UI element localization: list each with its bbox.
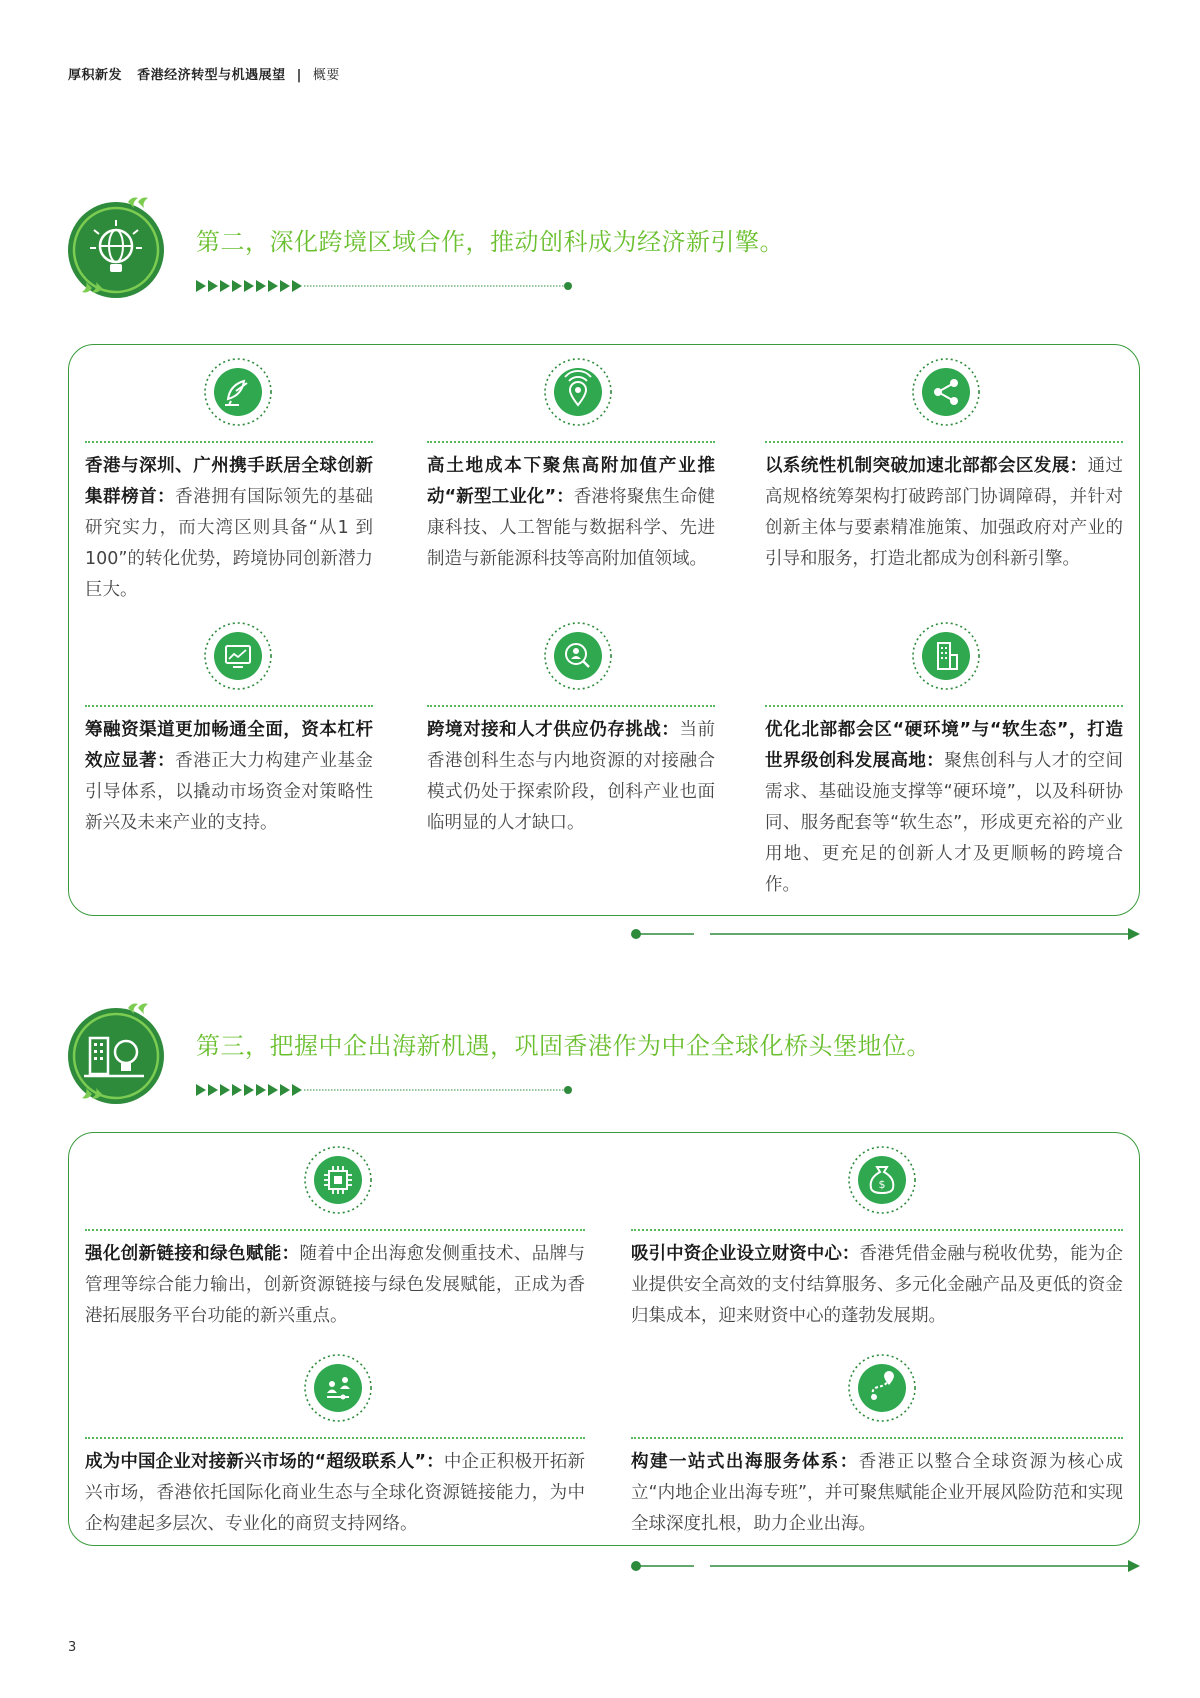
item-body: 随着中企出海愈发侧重技术、品牌与管理等综合能力输出，创新资源链接与绿色发展赋能，正成为香港拓展服务平台功能的新兴重点。: [85, 1244, 586, 1326]
item-body: 香港正以整合全球资源为核心成立“内地企业出海专班”，并可聚焦赋能企业开展风险防范和实现全球深度扎根，助力企业出海。: [631, 1452, 1124, 1534]
building-icon: [911, 621, 981, 691]
item-divider: [765, 441, 1123, 443]
item-divider: [85, 1437, 585, 1439]
item-text: [85, 451, 373, 606]
running-header: [68, 64, 340, 83]
item-heading: 强化创新链接和绿色赋能：: [85, 1244, 300, 1264]
lightbulb-globe-icon: [64, 196, 168, 300]
item-divider: [631, 1229, 1123, 1231]
item-divider: [427, 705, 715, 707]
item-heading: 筹融资渠道更加畅通全面，资本杠杆效应显著：: [85, 720, 373, 771]
header-section: 概要: [312, 68, 340, 83]
monitor-chart-icon: [203, 621, 273, 691]
item-heading: 成为中国企业对接新兴市场的“超级联系人”：: [85, 1452, 444, 1472]
item-body: 通过高规格统筹架构打破跨部门协调障碍，并针对创新主体与要素精准施策、加强政府对产业的引导和服务，打造北都成为创科新引擎。: [765, 456, 1123, 569]
item-text: [765, 715, 1123, 901]
item-heading: 跨境对接和人才供应仍存挑战：: [427, 720, 680, 740]
section-title: 第三，把握中企出海新机遇，巩固香港作为中企全球化桥头堡地位。: [196, 1032, 931, 1060]
section-title: 第二，深化跨境区域合作，推动创科成为经济新引擎。: [196, 228, 784, 256]
item-heading: 吸引中资企业设立财资中心：: [631, 1244, 860, 1264]
item-heading: 高土地成本下聚焦高附加值产业推动“新型工业化”：: [427, 456, 715, 507]
item-divider: [765, 705, 1123, 707]
section-3-box: [68, 1132, 1140, 1546]
item-body: 聚焦创科与人才的空间需求、基础设施支撑等“硬环境”，以及科研协同、服务配套等“软生态”，形成更充裕的产业用地、更充足的创新人才及更顺畅的跨境合作。: [765, 751, 1124, 895]
page-number: 3: [68, 1640, 77, 1655]
section-2-connector: [630, 926, 1142, 942]
svg-text:$: $: [878, 1178, 886, 1191]
item-body: 中企正积极开拓新兴市场，香港依托国际化商业生态与全球化资源链接能力，为中企构建起多层次、专业化的商贸支持网络。: [85, 1452, 585, 1534]
item-body: 香港凭借金融与税收优势，能为企业提供安全高效的支付结算服务、多元化金融产品及更低的资金归集成本，迎来财资中心的蓬勃发展期。: [631, 1244, 1124, 1326]
share-network-icon: [911, 357, 981, 427]
chip-icon: [303, 1145, 373, 1215]
item-heading: 构建一站式出海服务体系：: [631, 1452, 859, 1472]
section-3-connector: [630, 1558, 1142, 1574]
item-body: 香港拥有国际领先的基础研究实力，而大湾区则具备“从1 到100”的转化优势，跨境协同创新潜力巨大。: [85, 487, 374, 600]
people-connect-icon: [303, 1353, 373, 1423]
header-brand: 厚积新发: [68, 68, 123, 83]
item-text: [85, 1447, 585, 1540]
item-heading: 香港与深圳、广州携手跃居全球创新集群榜首：: [85, 456, 373, 507]
city-lightbulb-icon: [64, 1002, 168, 1106]
item-text: [85, 1239, 585, 1332]
item-text: [765, 451, 1123, 575]
item-divider: [85, 441, 373, 443]
route-icon: [847, 1353, 917, 1423]
section-2-box: [68, 344, 1140, 916]
arrow-divider: [196, 1082, 576, 1098]
item-text: [427, 715, 715, 839]
item-body: 当前香港创科生态与内地资源的对接融合模式仍处于探索阶段，创科产业也面临明显的人才缺口。: [427, 720, 716, 833]
item-divider: [427, 441, 715, 443]
item-body: 香港将聚焦生命健康科技、人工智能与数据科学、先进制造与新能源科技等高附加值领域。: [427, 487, 715, 569]
satellite-dish-icon: [203, 357, 273, 427]
item-divider: [85, 1229, 585, 1231]
header-separator: |: [296, 68, 302, 83]
item-divider: [631, 1437, 1123, 1439]
item-text: [631, 1447, 1123, 1540]
money-bag-icon: [847, 1145, 917, 1215]
item-divider: [85, 705, 373, 707]
item-body: 香港正大力构建产业基金引导体系，以撬动市场资金对策略性新兴及未来产业的支持。: [85, 751, 374, 833]
item-text: [631, 1239, 1123, 1332]
item-heading: 优化北部都会区“硬环境”与“软生态”，打造世界级创科发展高地：: [765, 720, 1123, 771]
arrow-divider: [196, 278, 576, 294]
header-title: 香港经济转型与机遇展望: [137, 68, 286, 83]
item-heading: 以系统性机制突破加速北部都会区发展：: [765, 456, 1088, 476]
item-text: [85, 715, 373, 839]
location-signal-icon: [543, 357, 613, 427]
search-person-icon: [543, 621, 613, 691]
item-text: [427, 451, 715, 575]
